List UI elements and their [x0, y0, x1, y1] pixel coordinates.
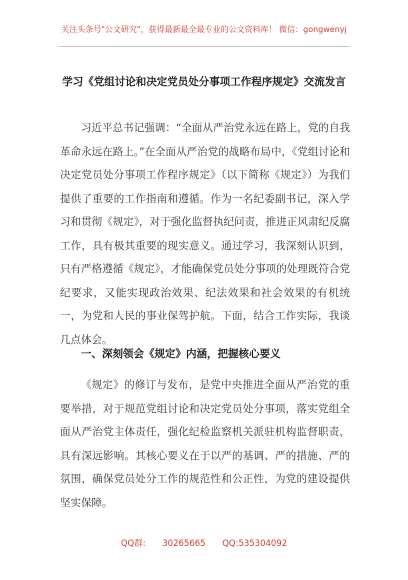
document-title: 学习《党组讨论和决定党员处分事项工作程序规定》交流发言: [62, 76, 346, 88]
paragraph-intro: 习近平总书记强调：“全面从严治党永远在路上，党的自我革命永远在路上。”在全面从严治党的战略布局中，《党组讨论和决定党员处分事项工作程序规定》（以下简称《规定》）为我们提供了重要的工作指南和遵循。作为一名纪委副书记，深入学习和贯彻《规定》，对于强化监督执纪问责，推进正风肃纪反腐工作，具有极其重要的现实意义。通过学习，我深刻认识到，只有严格遵循《规定》，才能确保党员处分事项的处理既符合党纪要求，又能实现政治效果、纪法效果和社会效果的有机统一，为党和人民的事业保驾护航。下面，结合工作实际，我谈几点体会。: [60, 122, 350, 346]
paragraph-section-1: 《规定》的修订与发布，是党中央推进全面从严治党的重要举措，对于规范党组讨论和决定党员处分事项，落实党组全面从严治党主体责任，强化纪检监察机关派驻机构监督职责，具有深远影响。其核心要义在于以严的基调、严的措施、严的氛围，确保党员处分工作的规范性和公正性，为党的建设提供坚实保障。: [60, 379, 350, 509]
header-promo-text: 关注头条号"公文研究"，获得最新最全最专业的公文资料库！ 微信：gongwenyj: [61, 25, 347, 34]
header-divider: [58, 46, 350, 47]
footer-contact-text: QQ群: 30265665 QQ:535304092: [120, 539, 288, 549]
section-heading-1: 一、深刻领会《规定》内涵，把握核心要义: [81, 348, 281, 360]
